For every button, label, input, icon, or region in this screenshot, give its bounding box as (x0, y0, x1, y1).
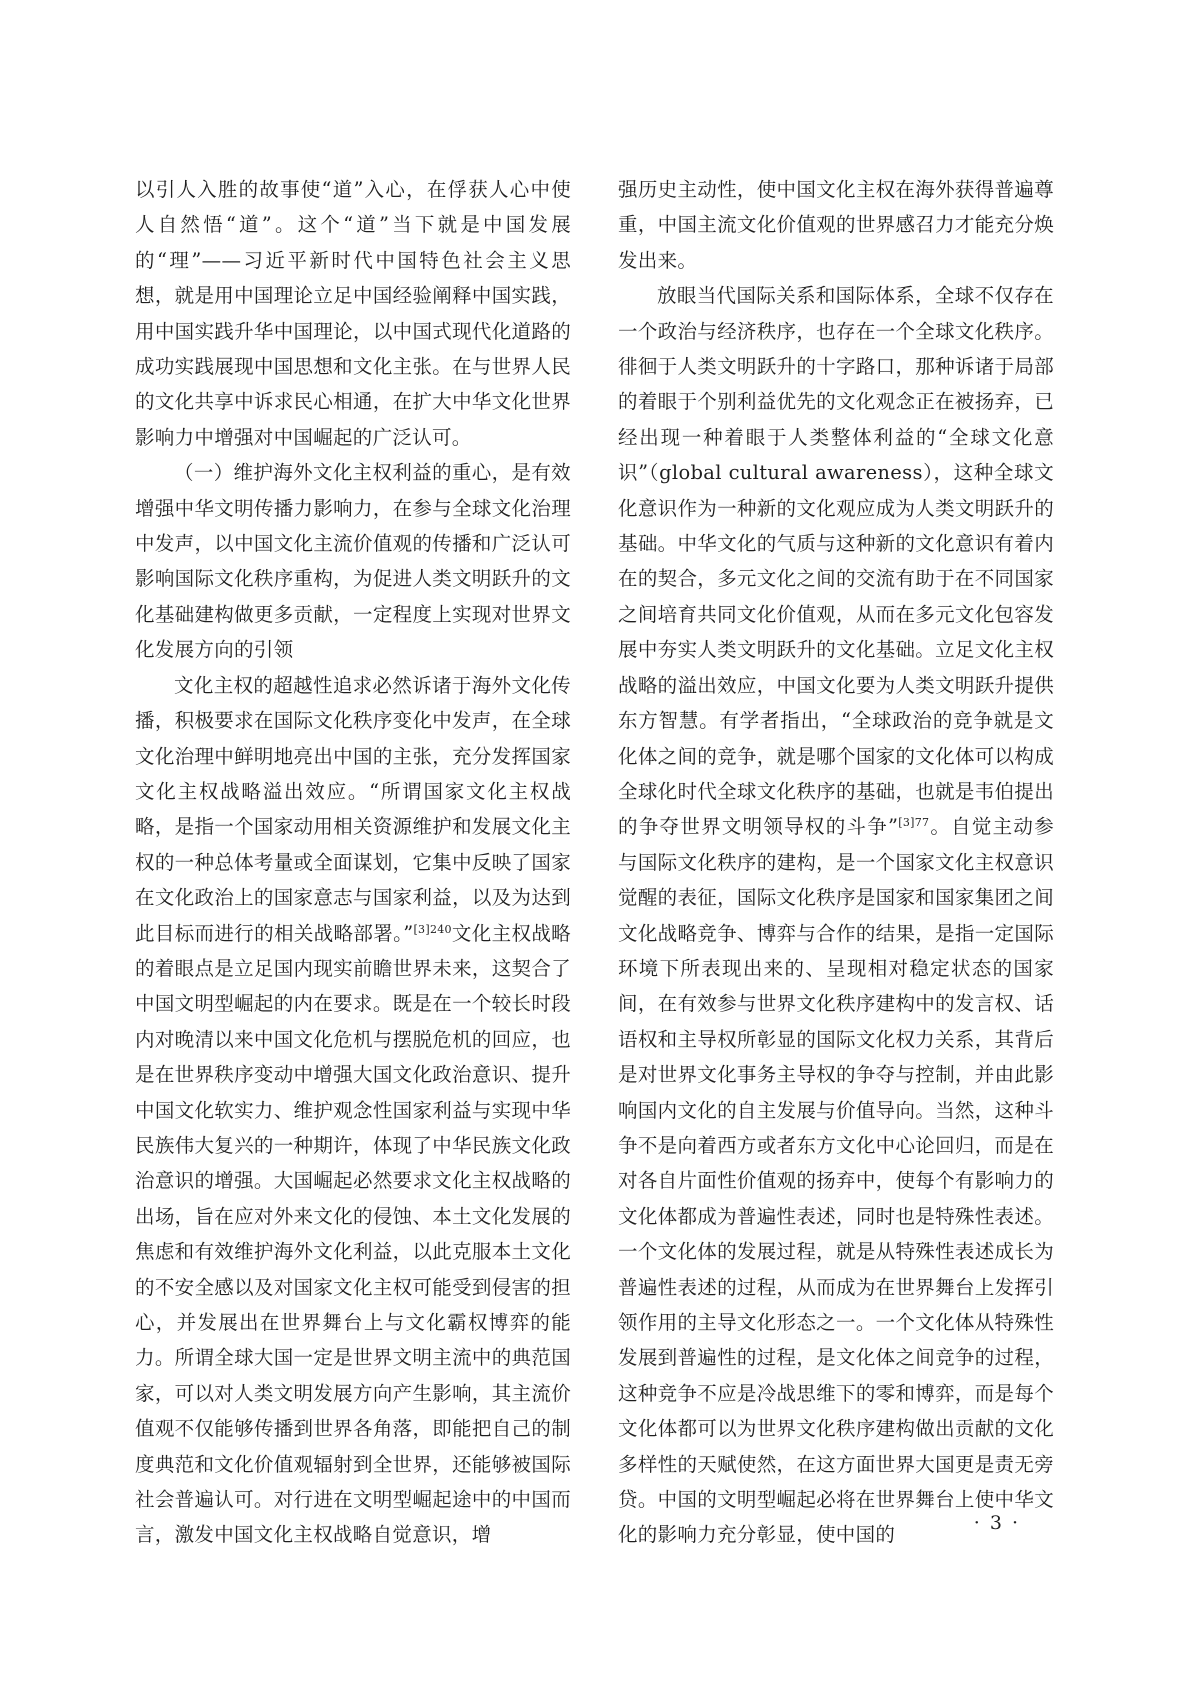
page-number: · 3 · (973, 1512, 1020, 1534)
left-column (135, 172, 571, 1553)
paragraph-text: 。自觉主动参与国际文化秩序的建构，是一个国家文化主权意识觉醒的表征，国际文化秩序是国家和国家集团之间文化战略竞争、博弈与合作的结果，是指一定国际环境下所表现出来的、呈现相对稳定状态的国家间，在有效参与世界文化秩序建构中的发言权、话语权和主导权所彰显的国际文化权力关系，其背后是对世界文化事务主导权的争夺与控制，并由此影响国内文化的自主发展与价值导向。当然，这种斗争不是向着西方或者东方文化中心论回归，而是在对各自片面性价值观的扬弃中，使每个有影响力的文化体都成为普遍性表述，同时也是特殊性表述。一个文化体的发展过程，就是从特殊性表述成长为普遍性表述的过程，从而成为在世界舞台上发挥引领作用的主导文化形态之一。一个文化体从特殊性发展到普遍性的过程，是文化体之间竞争的过程，这种竞争不应是冷战思维下的零和博弈，而是每个文化体都可以为世界文化秩序建构做出贡献的文化多样性的天赋使然，在这方面世界大国更是责无旁贷。中国的文明型崛起必将在世界舞台上使中华文化的影响力充分彰显，使中国的 (618, 815, 1054, 1547)
body-paragraph (135, 668, 571, 1553)
paragraph-text: 文化主权战略的着眼点是立足国内现实前瞻世界未来，这契合了中国文明型崛起的内在要求。既是在一个较长时段内对晚清以来中国文化危机与摆脱危机的回应，也是在世界秩序变动中增强大国文化政治意识、提升中国文化软实力、维护观念性国家利益与实现中华民族伟大复兴的一种期许，体现了中华民族文化政治意识的增强。大国崛起必然要求文化主权战略的出场，旨在应对外来文化的侵蚀、本土文化发展的焦虑和有效维护海外文化利益，以此克服本土文化的不安全感以及对国家文化主权可能受到侵害的担心，并发展出在世界舞台上与文化霸权博弈的能力。所谓全球大国一定是世界文明主流中的典范国家，可以对人类文明发展方向产生影响，其主流价值观不仅能够传播到世界各角落，即能把自己的制度典范和文化价值观辐射到全世界，还能够被国际社会普遍认可。对行进在文明型崛起途中的中国而言，激发中国文化主权战略自觉意识，增 (135, 921, 571, 1547)
paragraph-text: 放眼当代国际关系和国际体系，全球不仅存在一个政治与经济秩序，也存在一个全球文化秩序。徘徊于人类文明跃升的十字路口，那种诉诸于局部的着眼于个别利益优先的文化观念正在被扬弃，已经出现一种着眼于人类整体利益的“全球文化意识”（global cultural awareness），这种全球文化意识作为一种新的文化观应成为人类文明跃升的基础。中华文化的气质与这种新的文化意识有着内在的契合，多元文化之间的交流有助于在不同国家之间培育共同文化价值观，从而在多元文化包容发展中夯实人类文明跃升的文化基础。立足文化主权战略的溢出效应，中国文化要为人类文明跃升提供东方智慧。有学者指出，“全球政治的竞争就是文化体之间的竞争，就是哪个国家的文化体可以构成全球化时代全球文化秩序的基础，也就是韦伯提出的争夺世界文明领导权的斗争” (618, 284, 1054, 839)
body-paragraph (618, 278, 1054, 1553)
right-column (618, 172, 1054, 1553)
citation-marker: [3]77 (898, 816, 930, 830)
paragraph-continued: 强历史主动性，使中国文化主权在海外获得普遍尊重，中国主流文化价值观的世界感召力才能充分焕发出来。 (618, 178, 1054, 272)
citation-marker: [3]240 (413, 922, 452, 936)
paragraph-text: 文化主权的超越性追求必然诉诸于海外文化传播，积极要求在国际文化秩序变化中发声，在全球文化治理中鲜明地亮出中国的主张，充分发挥国家文化主权战略溢出效应。“所谓国家文化主权战略，是指一个国家动用相关资源维护和发展文化主权的一种总体考量或全面谋划，它集中反映了国家在文化政治上的国家意志与国家利益，以及为达到此目标而进行的相关战略部署。” (135, 673, 571, 945)
section-heading-paragraph: （一）维护海外文化主权利益的重心，是有效增强中华文明传播力影响力，在参与全球文化治理中发声，以中国文化主流价值观的传播和广泛认可影响国际文化秩序重构，为促进人类文明跃升的文化基础建构做更多贡献，一定程度上实现对世界文化发展方向的引领 (135, 461, 571, 662)
paragraph-continued: 以引人入胜的故事使“道”入心，在俘获人心中使人自然悟“道”。这个“道”当下就是中国发展的“理”——习近平新时代中国特色社会主义思想，就是用中国理论立足中国经验阐释中国实践，用中国实践升华中国理论，以中国式现代化道路的成功实践展现中国思想和文化主张。在与世界人民的文化共享中诉求民心相通，在扩大中华文化世界影响力中增强对中国崛起的广泛认可。 (135, 178, 571, 449)
